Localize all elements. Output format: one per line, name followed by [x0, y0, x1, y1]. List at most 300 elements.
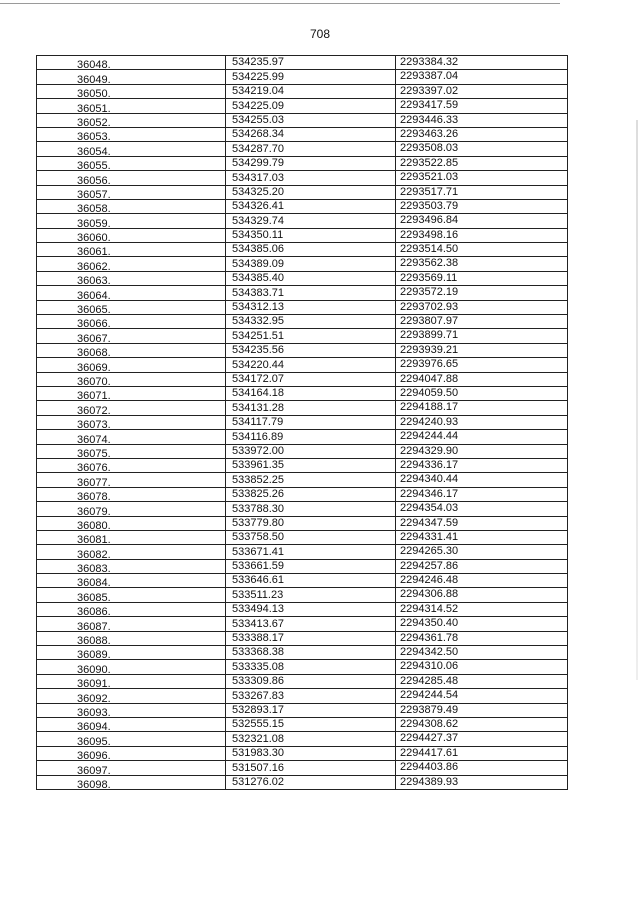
table-row	[37, 142, 568, 156]
y-coordinate-text: 2294389.93	[400, 775, 459, 788]
y-coordinate-text: 2294403.86	[400, 761, 459, 774]
point-id-cell	[37, 574, 226, 588]
x-coordinate-text: 532321.08	[232, 732, 284, 745]
y-coordinate-text: 2294265.30	[400, 545, 459, 558]
y-coordinate-cell	[396, 257, 568, 271]
point-id-cell	[37, 487, 226, 501]
y-coordinate-cell	[396, 674, 568, 688]
point-id-text: 36060.	[77, 232, 111, 243]
point-id-cell	[37, 732, 226, 746]
point-id-cell	[37, 127, 226, 141]
x-coordinate-text: 534383.71	[232, 286, 284, 299]
table-row	[37, 415, 568, 429]
y-coordinate-text: 2293807.97	[400, 315, 459, 328]
x-coordinate-text: 534385.06	[232, 243, 284, 256]
table-row	[37, 761, 568, 775]
y-coordinate-text: 2294347.59	[400, 516, 459, 529]
x-coordinate-text: 534131.28	[232, 401, 284, 414]
x-coordinate-text: 533779.80	[232, 516, 284, 529]
table-row	[37, 646, 568, 660]
x-coordinate-cell	[226, 689, 396, 703]
point-id-text: 36064.	[77, 289, 111, 301]
point-id-text: 36090.	[77, 663, 111, 675]
point-id-cell	[37, 473, 226, 487]
point-id-text: 36070.	[77, 375, 111, 387]
y-coordinate-text: 2294417.61	[400, 746, 459, 759]
x-coordinate-text: 534255.03	[232, 113, 284, 126]
point-id-text: 36054.	[77, 145, 111, 157]
y-coordinate-cell	[396, 401, 568, 415]
x-coordinate-cell	[226, 315, 396, 329]
point-id-text: 36057.	[77, 188, 111, 200]
y-coordinate-cell	[396, 617, 568, 631]
x-coordinate-cell	[226, 732, 396, 746]
x-coordinate-text: 534172.07	[232, 372, 284, 385]
x-coordinate-cell	[226, 559, 396, 573]
point-id-text: 36050.	[77, 88, 111, 99]
x-coordinate-cell	[226, 602, 396, 616]
x-coordinate-text: 534326.41	[232, 200, 284, 213]
x-coordinate-text: 534389.09	[232, 257, 284, 270]
point-id-cell	[37, 602, 226, 616]
point-id-text: 36080.	[77, 519, 111, 531]
y-coordinate-text: 2294427.37	[400, 732, 459, 745]
table-row	[37, 559, 568, 573]
x-coordinate-cell	[226, 430, 396, 444]
point-id-text: 36051.	[77, 102, 111, 114]
y-coordinate-text: 2293976.65	[400, 358, 459, 371]
y-coordinate-cell	[396, 271, 568, 285]
y-coordinate-text: 2294314.52	[400, 602, 459, 615]
point-id-cell	[37, 156, 226, 170]
y-coordinate-text: 2294308.62	[400, 717, 459, 730]
point-id-cell	[37, 717, 226, 731]
point-id-cell	[37, 646, 226, 660]
y-coordinate-text: 2294285.48	[400, 674, 459, 687]
y-coordinate-cell	[396, 127, 568, 141]
point-id-cell	[37, 530, 226, 544]
x-coordinate-cell	[226, 386, 396, 400]
point-id-text: 36077.	[77, 476, 111, 488]
x-coordinate-text: 534385.40	[232, 272, 284, 285]
table-row	[37, 372, 568, 386]
x-coordinate-cell	[226, 415, 396, 429]
x-coordinate-text: 534268.34	[232, 128, 284, 141]
point-id-cell	[37, 761, 226, 775]
point-id-cell	[37, 56, 226, 70]
point-id-cell	[37, 113, 226, 127]
point-id-text: 36097.	[77, 764, 111, 776]
y-coordinate-cell	[396, 185, 568, 199]
table-row	[37, 401, 568, 415]
table-row	[37, 660, 568, 674]
point-id-text: 36053.	[77, 131, 111, 142]
x-coordinate-text: 534225.09	[232, 99, 284, 112]
x-coordinate-cell	[226, 617, 396, 631]
point-id-cell	[37, 257, 226, 271]
y-coordinate-cell	[396, 70, 568, 84]
point-id-text: 36072.	[77, 404, 111, 416]
x-coordinate-text: 533494.13	[232, 603, 284, 616]
y-coordinate-text: 2294342.50	[400, 646, 459, 659]
table-row	[37, 444, 568, 458]
x-coordinate-text: 534350.11	[232, 229, 284, 242]
x-coordinate-cell	[226, 228, 396, 242]
table-row	[37, 156, 568, 170]
point-id-cell	[37, 458, 226, 472]
x-coordinate-cell	[226, 56, 396, 70]
table-row	[37, 502, 568, 516]
x-coordinate-text: 534287.70	[232, 142, 284, 155]
y-coordinate-cell	[396, 171, 568, 185]
y-coordinate-cell	[396, 142, 568, 156]
point-id-text: 36066.	[77, 318, 111, 329]
y-coordinate-cell	[396, 156, 568, 170]
x-coordinate-cell	[226, 257, 396, 271]
x-coordinate-cell	[226, 70, 396, 84]
y-coordinate-text: 2294354.03	[400, 502, 459, 515]
y-coordinate-cell	[396, 473, 568, 487]
table-row	[37, 602, 568, 616]
point-id-cell	[37, 415, 226, 429]
point-id-text: 36063.	[77, 275, 111, 286]
table-row	[37, 588, 568, 602]
y-coordinate-text: 2293517.71	[400, 185, 459, 198]
x-coordinate-text: 531507.16	[232, 761, 284, 774]
x-coordinate-text: 534219.04	[232, 85, 284, 98]
point-id-cell	[37, 703, 226, 717]
point-id-text: 36059.	[77, 217, 111, 229]
point-id-text: 36055.	[77, 160, 111, 171]
x-coordinate-cell	[226, 530, 396, 544]
point-id-text: 36086.	[77, 606, 111, 617]
x-coordinate-text: 533661.59	[232, 560, 284, 573]
point-id-cell	[37, 502, 226, 516]
y-coordinate-text: 2294310.06	[400, 660, 459, 673]
point-id-text: 36098.	[77, 778, 111, 790]
point-id-text: 36075.	[77, 447, 111, 459]
x-coordinate-text: 534235.97	[232, 56, 284, 69]
point-id-text: 36091.	[77, 678, 111, 689]
x-coordinate-text: 533788.30	[232, 502, 284, 515]
x-coordinate-cell	[226, 142, 396, 156]
y-coordinate-text: 2294350.40	[400, 617, 459, 630]
y-coordinate-cell	[396, 358, 568, 372]
y-coordinate-text: 2293446.33	[400, 113, 459, 126]
y-coordinate-cell	[396, 329, 568, 343]
x-coordinate-cell	[226, 300, 396, 314]
x-coordinate-cell	[226, 588, 396, 602]
y-coordinate-text: 2294240.93	[400, 415, 459, 428]
y-coordinate-text: 2293463.26	[400, 127, 459, 140]
table-row	[37, 214, 568, 228]
x-coordinate-cell	[226, 286, 396, 300]
point-id-cell	[37, 674, 226, 688]
point-id-text: 36069.	[77, 361, 111, 373]
point-id-cell	[37, 329, 226, 343]
x-coordinate-cell	[226, 185, 396, 199]
point-id-text: 36065.	[77, 304, 111, 315]
y-coordinate-text: 2294329.90	[400, 444, 459, 457]
point-id-cell	[37, 358, 226, 372]
x-coordinate-text: 534116.89	[232, 430, 284, 443]
x-coordinate-cell	[226, 631, 396, 645]
table-row	[37, 358, 568, 372]
y-coordinate-cell	[396, 559, 568, 573]
x-coordinate-text: 534299.79	[232, 157, 284, 170]
x-coordinate-cell	[226, 646, 396, 660]
table-row	[37, 674, 568, 688]
y-coordinate-cell	[396, 99, 568, 113]
y-coordinate-text: 2293496.84	[400, 214, 459, 227]
point-id-text: 36074.	[77, 433, 111, 445]
y-coordinate-cell	[396, 415, 568, 429]
x-coordinate-cell	[226, 761, 396, 775]
point-id-text: 36083.	[77, 563, 111, 574]
point-id-text: 36049.	[77, 73, 111, 85]
y-coordinate-cell	[396, 300, 568, 314]
y-coordinate-text: 2293879.49	[400, 703, 459, 716]
top-rule	[0, 3, 560, 4]
y-coordinate-cell	[396, 228, 568, 242]
point-id-cell	[37, 631, 226, 645]
x-coordinate-cell	[226, 329, 396, 343]
y-coordinate-text: 2294059.50	[400, 386, 459, 399]
x-coordinate-cell	[226, 660, 396, 674]
point-id-cell	[37, 171, 226, 185]
point-id-cell	[37, 142, 226, 156]
x-coordinate-cell	[226, 113, 396, 127]
table-row	[37, 717, 568, 731]
point-id-cell	[37, 199, 226, 213]
x-coordinate-cell	[226, 214, 396, 228]
point-id-cell	[37, 516, 226, 530]
y-coordinate-cell	[396, 430, 568, 444]
point-id-text: 36085.	[77, 591, 111, 603]
y-coordinate-cell	[396, 746, 568, 760]
table-row	[37, 113, 568, 127]
x-coordinate-text: 534329.74	[232, 214, 284, 227]
point-id-text: 36094.	[77, 721, 111, 732]
y-coordinate-cell	[396, 732, 568, 746]
y-coordinate-text: 2293702.93	[400, 300, 459, 313]
y-coordinate-text: 2293521.03	[400, 171, 459, 184]
x-coordinate-text: 534164.18	[232, 387, 284, 400]
point-id-text: 36082.	[77, 548, 111, 560]
y-coordinate-cell	[396, 487, 568, 501]
table-row	[37, 343, 568, 357]
y-coordinate-text: 2294306.88	[400, 588, 459, 601]
y-coordinate-text: 2294361.78	[400, 631, 459, 644]
table-row	[37, 171, 568, 185]
y-coordinate-text: 2294340.44	[400, 473, 459, 486]
point-id-text: 36087.	[77, 620, 111, 632]
y-coordinate-cell	[396, 214, 568, 228]
y-coordinate-text: 2293387.04	[400, 70, 459, 83]
y-coordinate-text: 2294246.48	[400, 574, 459, 587]
table-row	[37, 257, 568, 271]
x-coordinate-cell	[226, 243, 396, 257]
point-id-cell	[37, 617, 226, 631]
x-coordinate-text: 533961.35	[232, 459, 284, 472]
point-id-text: 36058.	[77, 203, 111, 214]
x-coordinate-cell	[226, 717, 396, 731]
x-coordinate-cell	[226, 746, 396, 760]
x-coordinate-cell	[226, 516, 396, 530]
x-coordinate-cell	[226, 458, 396, 472]
y-coordinate-cell	[396, 516, 568, 530]
x-coordinate-text: 531983.30	[232, 747, 284, 760]
y-coordinate-cell	[396, 502, 568, 516]
table-row	[37, 516, 568, 530]
point-id-text: 36088.	[77, 635, 111, 646]
table-row	[37, 746, 568, 760]
y-coordinate-text: 2293397.02	[400, 84, 459, 97]
point-id-text: 36068.	[77, 347, 111, 358]
table-row	[37, 315, 568, 329]
y-coordinate-text: 2294331.41	[400, 530, 459, 543]
x-coordinate-text: 533413.67	[232, 617, 284, 630]
point-id-text: 36095.	[77, 735, 111, 747]
y-coordinate-cell	[396, 286, 568, 300]
point-id-cell	[37, 559, 226, 573]
table-row	[37, 228, 568, 242]
y-coordinate-text: 2294047.88	[400, 372, 459, 385]
x-coordinate-text: 533972.00	[232, 444, 284, 457]
point-id-cell	[37, 660, 226, 674]
point-id-cell	[37, 746, 226, 760]
point-id-cell	[37, 185, 226, 199]
x-coordinate-text: 533646.61	[232, 574, 284, 587]
x-coordinate-text: 534220.44	[232, 358, 284, 371]
y-coordinate-cell	[396, 56, 568, 70]
point-id-cell	[37, 444, 226, 458]
y-coordinate-text: 2293522.85	[400, 156, 459, 169]
page-number: 708	[309, 27, 331, 41]
point-id-cell	[37, 343, 226, 357]
y-coordinate-cell	[396, 444, 568, 458]
y-coordinate-text: 2294336.17	[400, 458, 459, 471]
x-coordinate-cell	[226, 401, 396, 415]
y-coordinate-cell	[396, 660, 568, 674]
point-id-cell	[37, 689, 226, 703]
y-coordinate-text: 2293384.32	[400, 56, 459, 68]
point-id-text: 36048.	[77, 59, 111, 70]
table-row	[37, 329, 568, 343]
point-id-text: 36089.	[77, 649, 111, 660]
point-id-text: 36079.	[77, 505, 111, 516]
y-coordinate-cell	[396, 761, 568, 775]
y-coordinate-text: 2293569.11	[400, 271, 458, 284]
table-row	[37, 689, 568, 703]
x-coordinate-text: 534332.95	[232, 315, 284, 328]
x-coordinate-cell	[226, 271, 396, 285]
table-row	[37, 286, 568, 300]
table-row	[37, 703, 568, 717]
table-row	[37, 574, 568, 588]
y-coordinate-text: 2294244.54	[400, 689, 459, 702]
point-id-cell	[37, 545, 226, 559]
y-coordinate-cell	[396, 372, 568, 386]
y-coordinate-cell	[396, 631, 568, 645]
y-coordinate-text: 2294188.17	[400, 401, 459, 414]
table-row	[37, 185, 568, 199]
point-id-text: 36052.	[77, 116, 111, 128]
point-id-cell	[37, 70, 226, 84]
y-coordinate-text: 2293508.03	[400, 142, 459, 155]
point-id-text: 36062.	[77, 260, 111, 272]
x-coordinate-text: 534117.79	[232, 416, 284, 429]
table-row	[37, 430, 568, 444]
y-coordinate-cell	[396, 530, 568, 544]
table-row	[37, 56, 568, 70]
y-coordinate-cell	[396, 646, 568, 660]
x-coordinate-cell	[226, 372, 396, 386]
x-coordinate-cell	[226, 171, 396, 185]
x-coordinate-text: 533368.38	[232, 646, 284, 659]
point-id-text: 36096.	[77, 750, 111, 761]
x-coordinate-text: 534325.20	[232, 185, 284, 198]
x-coordinate-cell	[226, 574, 396, 588]
x-coordinate-cell	[226, 775, 396, 789]
point-id-cell	[37, 99, 226, 113]
y-coordinate-cell	[396, 775, 568, 789]
point-id-cell	[37, 401, 226, 415]
y-coordinate-cell	[396, 113, 568, 127]
point-id-text: 36067.	[77, 332, 111, 344]
x-coordinate-cell	[226, 156, 396, 170]
x-coordinate-text: 533267.83	[232, 689, 284, 702]
table-row	[37, 530, 568, 544]
y-coordinate-text: 2294257.86	[400, 559, 459, 572]
x-coordinate-cell	[226, 84, 396, 98]
table-row	[37, 70, 568, 84]
table-row	[37, 386, 568, 400]
x-coordinate-text: 534312.13	[232, 301, 284, 314]
point-id-text: 36092.	[77, 692, 111, 704]
table-row	[37, 271, 568, 285]
point-id-text: 36078.	[77, 491, 111, 502]
x-coordinate-text: 533309.86	[232, 675, 284, 688]
x-coordinate-text: 534235.56	[232, 344, 284, 357]
x-coordinate-text: 532555.15	[232, 718, 284, 731]
y-coordinate-text: 2293572.19	[400, 286, 459, 299]
x-coordinate-text: 534225.99	[232, 70, 284, 83]
table-row	[37, 775, 568, 789]
point-id-text: 36093.	[77, 706, 111, 718]
y-coordinate-text: 2293503.79	[400, 199, 459, 212]
x-coordinate-text: 533758.50	[232, 531, 284, 544]
x-coordinate-text: 533852.25	[232, 473, 284, 486]
point-id-cell	[37, 84, 226, 98]
y-coordinate-cell	[396, 545, 568, 559]
y-coordinate-cell	[396, 717, 568, 731]
table-row	[37, 473, 568, 487]
point-id-cell	[37, 300, 226, 314]
x-coordinate-cell	[226, 674, 396, 688]
table-row	[37, 127, 568, 141]
y-coordinate-text: 2294244.44	[400, 430, 459, 443]
y-coordinate-cell	[396, 588, 568, 602]
y-coordinate-text: 2293562.38	[400, 257, 459, 270]
x-coordinate-text: 533388.17	[232, 632, 284, 645]
table-row	[37, 631, 568, 645]
y-coordinate-cell	[396, 243, 568, 257]
point-id-cell	[37, 372, 226, 386]
y-coordinate-cell	[396, 602, 568, 616]
scan-edge-mark	[636, 120, 638, 680]
point-id-cell	[37, 271, 226, 285]
